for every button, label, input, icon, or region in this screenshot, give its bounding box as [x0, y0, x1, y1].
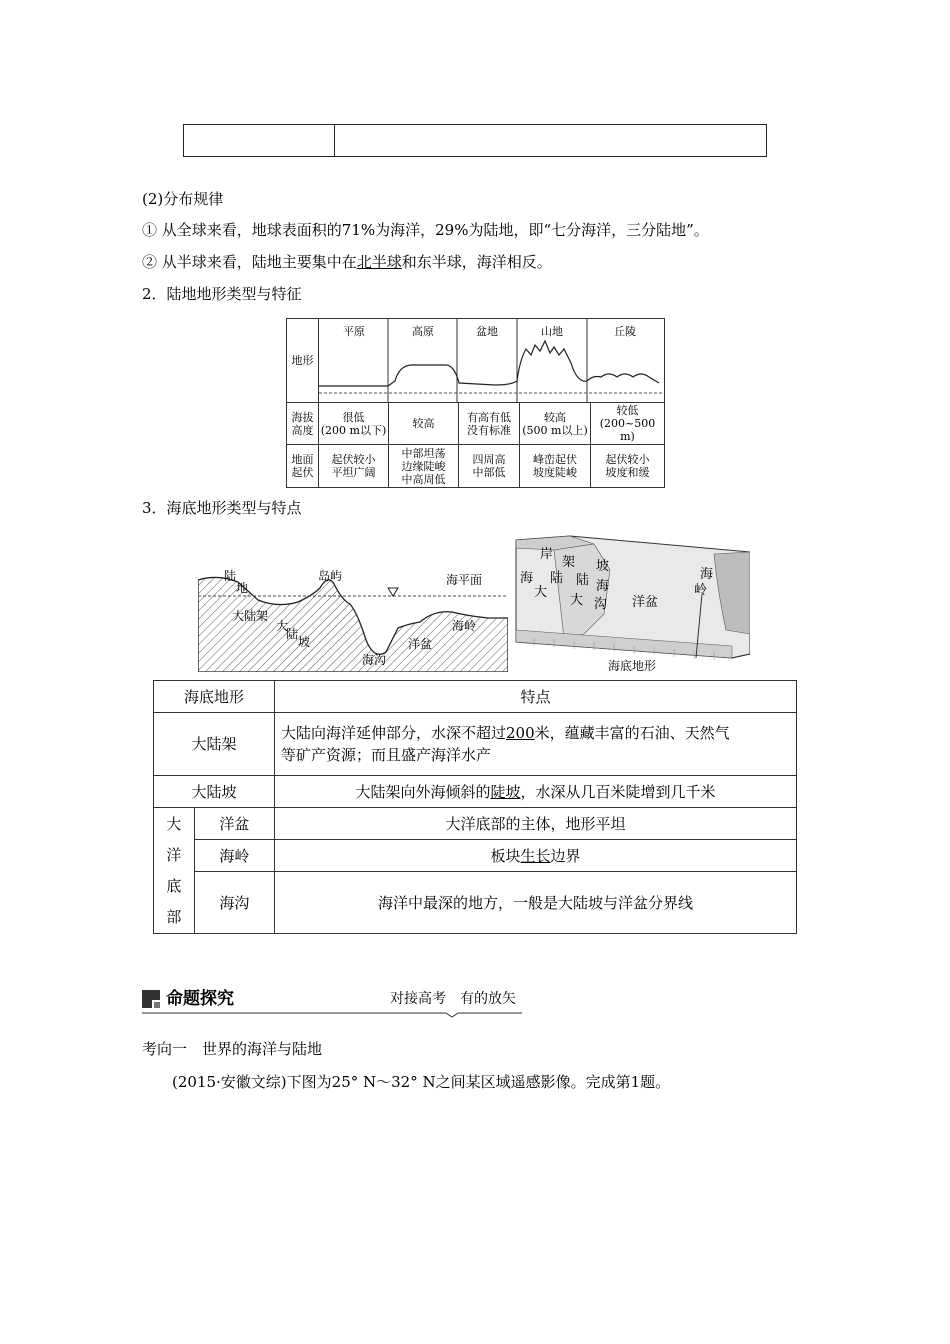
block-label: 大: [534, 585, 548, 600]
section-tagline: 对接高考 有的放矢: [390, 991, 516, 1007]
label-line: 海拔: [291, 410, 314, 424]
line: 中部低: [472, 466, 506, 479]
text-span: 和东半球，海洋相反。: [401, 253, 552, 271]
underlined-answer: 北半球: [356, 253, 402, 271]
cell-shelf-desc: [275, 713, 797, 776]
text-span: 边界: [550, 846, 581, 865]
cell-plain-alt: [319, 403, 389, 445]
diag-label-land: 地: [236, 581, 249, 595]
cell-trench-desc: 海洋中最深的地方，一般是大陆坡与洋盆分界线: [275, 872, 797, 934]
vchar: 大: [166, 814, 182, 833]
cell-ridge: 海岭: [194, 840, 274, 872]
top-table-cell: [184, 125, 335, 157]
vchar: 底: [166, 876, 182, 895]
cell-ridge-desc: [275, 840, 797, 872]
diag-label-basin: 洋盆: [408, 637, 433, 651]
col-name: 山地: [541, 325, 563, 338]
cell-plain-relief: [319, 445, 389, 488]
block-label: 沟: [594, 597, 608, 612]
line: 坡度和缓: [605, 466, 650, 479]
line: 中部坦荡: [401, 446, 446, 460]
cell-ocean-floor: [154, 808, 195, 934]
row-label-relief: [287, 445, 319, 488]
diag-label-slope: 大: [276, 619, 289, 633]
block-caption: 海底地形: [607, 659, 657, 673]
line: (200 m以下): [320, 423, 387, 437]
block-label: 岸: [540, 547, 554, 562]
text-span: 大陆架向外海倾斜的: [355, 782, 491, 801]
vchar: 部: [166, 907, 182, 926]
cell-hill-relief: [591, 445, 665, 488]
cell-basin-alt: [459, 403, 520, 445]
line: 坡度陡峻: [533, 466, 577, 479]
question-intro: (2015·安徽文综)下图为25° N～32° N之间某区域遥感影像。完成第1题。: [172, 1073, 671, 1091]
cell-slope: 大陆坡: [154, 776, 275, 808]
block-label: 架: [562, 555, 576, 570]
vchar: 洋: [166, 845, 182, 864]
text-span: 大陆向海洋延伸部分，水深不超过: [281, 724, 507, 742]
distribution-heading: (2)分布规律: [142, 190, 224, 208]
block-label-basin: 洋盆: [632, 595, 659, 610]
diag-label-sea-level: 海平面: [446, 573, 483, 587]
section-marker-icon: [142, 990, 160, 1008]
diag-label-ridge: 海岭: [452, 619, 477, 633]
distribution-hemisphere: [142, 251, 552, 273]
desc-line: [281, 722, 790, 744]
block-label: 陆: [576, 573, 590, 588]
text-span: 板块: [490, 846, 521, 865]
top-table-fragment: [183, 124, 767, 157]
label-line: 起伏: [291, 466, 314, 479]
cell-basin-relief: [459, 445, 520, 488]
line: 中高周低: [401, 472, 446, 486]
landform-profile-diagram: [319, 319, 664, 402]
diag-label-land: 陆: [224, 569, 237, 583]
line: 起伏较小: [331, 453, 376, 466]
block-label: 海: [700, 567, 714, 582]
col-name: 高原: [412, 325, 434, 338]
profile-cell: [319, 319, 665, 403]
block-label: 岭: [694, 583, 708, 598]
cell-basin: 洋盆: [194, 808, 274, 840]
block-label: 坡: [596, 559, 610, 574]
cell-plateau-relief: [389, 445, 459, 488]
cell-plateau-alt: [389, 403, 459, 445]
seafloor-block-diagram: [514, 534, 750, 674]
block-label: 海: [520, 571, 534, 586]
line: 边缘陡峻: [401, 459, 446, 473]
desc-line: 等矿产资源；而且盛产海洋水产: [281, 746, 492, 764]
cell-trench: 海沟: [194, 872, 274, 934]
distribution-global: ① 从全球来看，地球表面积的71%为海洋，29%为陆地，即“七分海洋，三分陆地”。: [142, 221, 709, 239]
seafloor-table: [153, 680, 797, 934]
block-label: 陆: [550, 571, 564, 586]
line: 没有标准: [467, 423, 511, 437]
col-name: 丘陵: [614, 325, 636, 338]
col-name: 盆地: [476, 325, 498, 338]
top-table-cell: [335, 125, 767, 157]
text-span: 米，蕴藏丰富的石油、天然气: [534, 724, 730, 742]
underlined-answer: 200: [506, 724, 535, 742]
row-label-altitude: [287, 403, 319, 445]
label-line: 高度: [291, 423, 314, 437]
label-line: 地面: [291, 453, 314, 466]
line: 较高: [412, 417, 435, 430]
land-landform-table: [286, 318, 665, 488]
text-span: ，水深从几百米陡增到几千米: [520, 782, 716, 801]
underlined-answer: 陡坡: [490, 782, 521, 801]
diag-label-shelf: 大陆架: [232, 609, 269, 623]
line: 峰峦起伏: [533, 453, 577, 466]
diag-label-slope: 陆: [286, 627, 299, 641]
seafloor-cross-section-diagram: [198, 560, 508, 672]
line: 四周高: [472, 453, 506, 466]
line: (500 m以上): [522, 423, 588, 437]
col-name: 平原: [343, 325, 365, 338]
text-span: ② 从半球来看，陆地主要集中在: [142, 253, 357, 271]
row-label-shape: 地形: [287, 319, 319, 403]
block-label: 海: [596, 579, 610, 594]
cell-slope-desc: [275, 776, 797, 808]
line: 起伏较小: [605, 453, 650, 466]
line: 较高: [544, 410, 566, 424]
seafloor-heading: 3．海底地形类型与特点: [142, 499, 302, 517]
diag-label-trench: 海沟: [362, 653, 387, 667]
section-header: [142, 986, 522, 1016]
land-heading: 2．陆地地形类型与特征: [142, 285, 302, 303]
block-label: 大: [570, 593, 584, 608]
line: (200~500 m): [599, 417, 656, 443]
diag-label-slope: 坡: [298, 635, 311, 649]
cell-hill-alt: [591, 403, 665, 445]
cell-mountain-relief: [520, 445, 591, 488]
section-underline: [142, 1010, 522, 1018]
diag-label-island: 岛屿: [318, 569, 343, 583]
th-landform: 海底地形: [154, 681, 275, 713]
cell-basin-desc: 大洋底部的主体，地形平坦: [275, 808, 797, 840]
cell-shelf: 大陆架: [154, 713, 275, 776]
question-direction: 考向一 世界的海洋与陆地: [142, 1040, 323, 1058]
underlined-answer: 生长: [520, 846, 551, 865]
line: 有高有低: [467, 410, 511, 424]
line: 较低: [616, 404, 639, 417]
line: 平坦广阔: [331, 466, 376, 479]
th-feature: 特点: [275, 681, 797, 713]
line: 很低: [342, 410, 365, 424]
cell-mountain-alt: [520, 403, 591, 445]
section-title: 命题探究: [166, 989, 234, 1009]
